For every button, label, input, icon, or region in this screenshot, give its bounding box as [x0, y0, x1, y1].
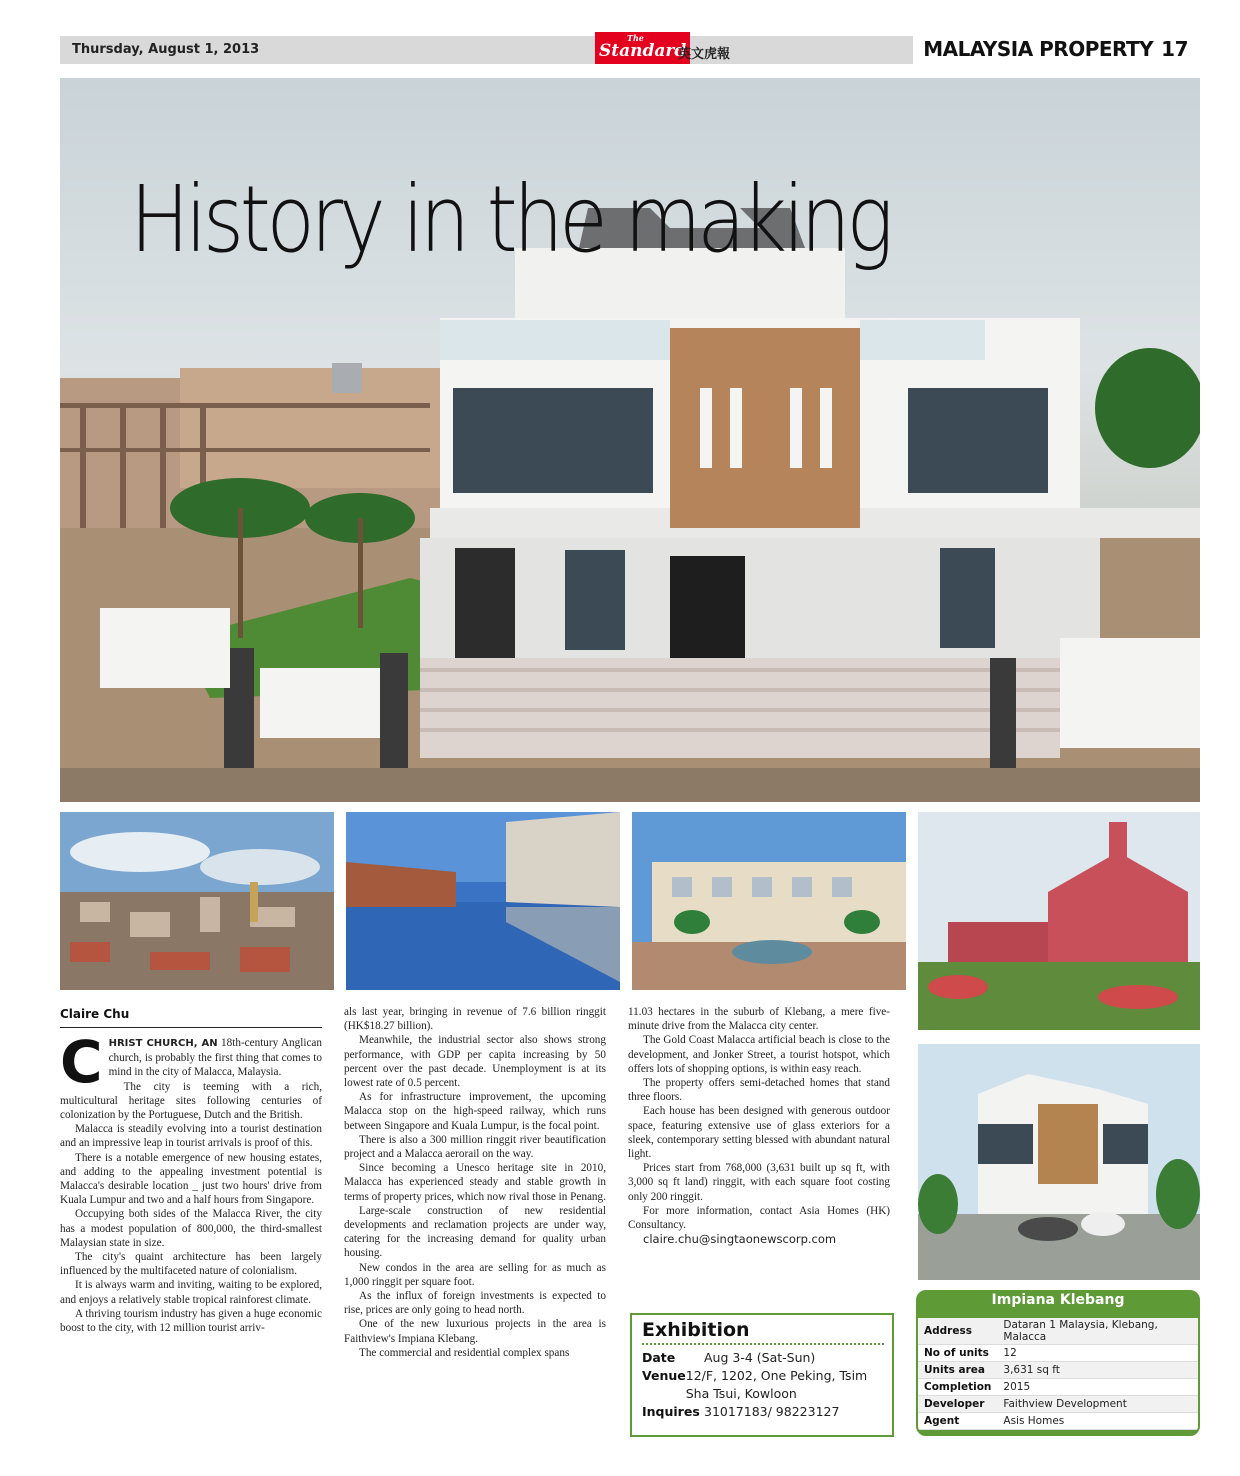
info-label: Agent	[918, 1413, 997, 1430]
info-label: Developer	[918, 1396, 997, 1413]
table-row	[918, 1318, 1198, 1345]
info-label: Address	[918, 1318, 997, 1345]
paragraph: Large-scale construction of new residential developments and reclamation projects are under way, catering for the increasing demand for quality urban housing.	[344, 1204, 606, 1260]
paragraph: One of the new luxurious projects in the area is Faithview's Impiana Klebang.	[344, 1318, 606, 1345]
newspaper-logo[interactable]	[595, 32, 690, 64]
dotted-divider	[642, 1343, 884, 1345]
section-title: MALAYSIA PROPERTY	[923, 37, 1154, 61]
paragraph: Since becoming a Unesco heritage site in 2010, Malacca has experienced steady and stable growth in terms of property prices, which now rival those in Penang.	[344, 1162, 606, 1203]
project-info-box	[916, 1290, 1200, 1436]
lead-paragraph	[60, 1028, 322, 1096]
article-column-1	[60, 1028, 322, 1335]
headline: History in the making	[130, 166, 890, 273]
exhibition-label: Inquires	[642, 1404, 700, 1419]
info-value: 3,631 sq ft	[997, 1362, 1198, 1379]
impiana-klebang-render	[918, 1044, 1200, 1280]
issue-date: Thursday, August 1, 2013	[72, 42, 260, 57]
table-row	[918, 1362, 1198, 1379]
exhibition-value: Aug 3-4 (Sat-Sun)	[704, 1350, 816, 1365]
paragraph: Meanwhile, the industrial sector also shows strong performance, with GDP per capita increasing by 50 percent over the past decade. Unemployment is at its lowest rate of 0.5 percent.	[344, 1034, 606, 1090]
exhibition-box	[630, 1313, 894, 1437]
paragraph: Occupying both sides of the Malacca River, the city has a modest population of 800,000, the third-smallest Malaysian state in size.	[60, 1208, 322, 1249]
paragraph: The city is teeming with a rich, multicultural heritage sites following centuries of colonization by the Portuguese, Dutch and the British.	[60, 1080, 322, 1122]
info-value: Dataran 1 Malaysia, Klebang, Malacca	[997, 1318, 1198, 1345]
page-number: 17	[1161, 37, 1188, 61]
author-email-link[interactable]: claire.chu@singtaonewscorp.com	[643, 1232, 837, 1247]
hero-photo	[60, 78, 1200, 802]
paragraph: Malacca is steadily evolving into a tourist destination and an impressive leap in tourist arrivals is proof of this.	[60, 1123, 322, 1150]
paragraph: The property offers semi-detached homes that stand three floors.	[628, 1077, 890, 1104]
paragraph: 11.03 hectares in the suburb of Klebang, a mere five-minute drive from the Malacca city center.	[628, 1006, 890, 1033]
shophouses-photo	[632, 812, 906, 990]
table-row	[918, 1379, 1198, 1396]
exhibition-venue-row	[632, 1367, 892, 1403]
city-skyline-photo	[60, 812, 334, 990]
exhibition-label: Date	[642, 1350, 676, 1365]
info-label: No of units	[918, 1345, 997, 1362]
malacca-river-photo	[346, 812, 620, 990]
info-value: Faithview Development	[997, 1396, 1198, 1413]
paragraph: The commercial and residential complex spans	[359, 1346, 570, 1359]
paragraph: 18th-century Anglican church, is probably the first thing that comes to mind in the city of Malacca, Malaysia.	[108, 1037, 322, 1079]
exhibition-value: 31017183/ 98223127	[704, 1404, 840, 1419]
exhibition-title: Exhibition	[642, 1319, 750, 1341]
byline: Claire Chu	[60, 1007, 322, 1028]
exhibition-date-row	[632, 1349, 892, 1367]
paragraph: New condos in the area are selling for as much as 1,000 ringgit per square foot.	[344, 1261, 606, 1288]
paragraph: Prices start from 768,000 (3,631 built up sq ft, with 3,000 sq ft land) ringgit, with each square foot costing only 200 ringgit.	[628, 1162, 890, 1203]
paragraph: The city's quaint architecture has been largely influenced by the multifaceted nature of colonialism.	[60, 1251, 322, 1278]
logo-the: The	[627, 33, 644, 43]
paragraph: Each house has been designed with generous outdoor space, featuring extensive use of glass exteriors for a sleek, contemporary setting blessed with abundant natural light.	[628, 1105, 890, 1161]
exhibition-inquires-row	[632, 1403, 892, 1421]
logo-name: Standard	[599, 41, 687, 61]
masthead-bar	[60, 33, 1200, 64]
paragraph: It is always warm and inviting, waiting to be explored, and enjoys a relatively stable tropical rainforest climate.	[60, 1279, 322, 1306]
table-row	[918, 1413, 1198, 1430]
exhibition-value: 12/F, 1202, One Peking, Tsim Sha Tsui, Kowloon	[685, 1368, 868, 1401]
exhibition-label: Venue	[642, 1368, 686, 1383]
info-label: Units area	[918, 1362, 997, 1379]
christ-church-photo	[918, 812, 1200, 1030]
paragraph: As the influx of foreign investments is expected to rise, prices are only going to head north.	[344, 1290, 606, 1317]
dropcap: C	[60, 1028, 103, 1096]
paragraph: There is also a 300 million ringgit river beautification project and a Malacca aerorail on the way.	[344, 1133, 606, 1161]
paragraph: For more information, contact Asia Homes (HK) Consultancy.	[628, 1204, 890, 1232]
paragraph: As for infrastructure improvement, the upcoming Malacca stop on the high-speed railway, which runs between Singapore and Kuala Lumpur, is the focal point.	[344, 1091, 606, 1132]
article-column-2	[344, 1005, 606, 1360]
lead-caps: HRIST CHURCH, AN	[108, 1038, 218, 1049]
info-value: 12	[997, 1345, 1198, 1362]
info-value: 2015	[997, 1379, 1198, 1396]
project-info-title: Impiana Klebang	[991, 1292, 1125, 1308]
table-row	[918, 1345, 1198, 1362]
paragraph: The Gold Coast Malacca artificial beach is close to the development, and Jonker Street, a tourist hotspot, which offers lots of shopping options, is within easy reach.	[628, 1034, 890, 1075]
project-info-table	[918, 1318, 1198, 1430]
article-column-3	[628, 1005, 890, 1246]
logo-chinese-name: 英文虎報	[678, 47, 731, 62]
paragraph: There is a notable emergence of new housing estates, and adding to the appealing investment potential is Malacca's desirable location _ just two hours' drive from Kuala Lumpur and two and a half hours from Singapore.	[60, 1151, 322, 1207]
info-value: Asis Homes	[997, 1413, 1198, 1430]
table-row	[918, 1396, 1198, 1413]
paragraph: als last year, bringing in revenue of 7.6 billion ringgit (HK$18.27 billion).	[344, 1006, 606, 1033]
info-label: Completion	[918, 1379, 997, 1396]
paragraph: A thriving tourism industry has given a huge economic boost to the city, with 12 million tourist arriv-	[60, 1307, 322, 1335]
section-label	[913, 34, 1200, 64]
